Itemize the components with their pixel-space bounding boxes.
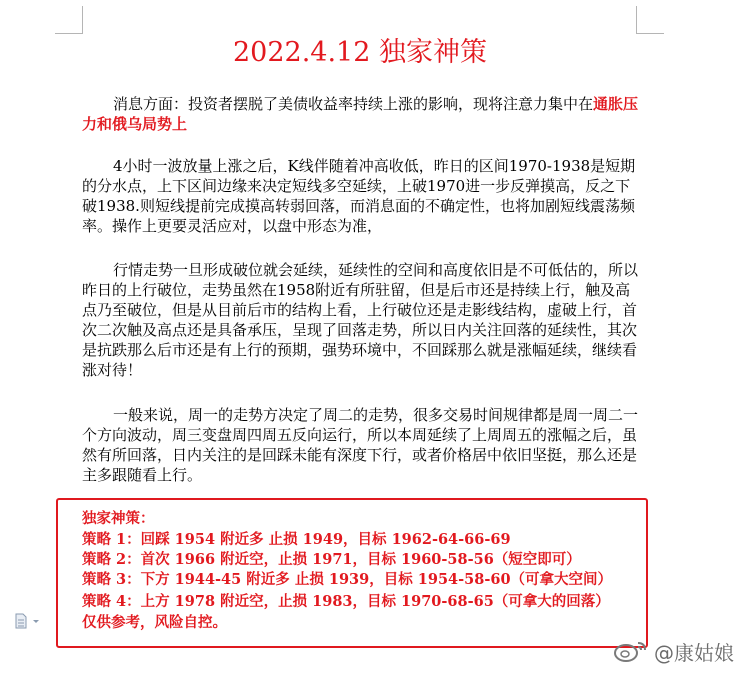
- paragraph-news-text: 消息方面：投资者摆脱了美债收益率持续上涨的影响，现将注意力集中在: [113, 95, 594, 113]
- paragraph-news: [82, 94, 642, 134]
- strategy-item-2: 策略 2：首次 1966 附近空，止损 1971，目标 1960-58-56（短空即可）: [82, 551, 581, 568]
- paragraph-4h-analysis: 4小时一波放量上涨之后，K线伴随着冲高收低，昨日的区间1970-1938是短期的分水点，上下区间边缘来决定短线多空延续，上破1970进一步反弹摸高，反之下破1938.则短线提前完成摸高转弱回落，而消息面的不确定性，也将加剧短线震荡频率。操作上更要灵活应对，以盘中形态为准，: [82, 157, 636, 235]
- strategy-item-4: 策略 4：上方 1978 附近空，止损 1983，目标 1970-68-65（可拿大的回落）: [82, 593, 610, 610]
- document-title: 2022.4.12 独家神策: [233, 37, 487, 68]
- weibo-logo-icon: [612, 639, 652, 663]
- strategy-item-1: 策略 1：回踩 1954 附近多 止损 1949，目标 1962-64-66-69: [82, 531, 511, 548]
- paragraph-breakout-analysis: 行情走势一旦形成破位就会延续，延续性的空间和高度依旧是不可低估的，所以昨日的上行破位，走势虽然在1958附近有所驻留，但是后市还是持续上行，触及高点乃至破位，但是从目前后市的结构上看，上行破位还是走影线结构，虚破上行，首次二次触及高点还是具备承压，呈现了回落走势，所以日内关注回落的延续性，其次是抗跌那么后市还是有上行的预期，强势环境中，不回踩那么就是涨幅延续，继续看涨对待！: [82, 261, 639, 379]
- strategy-footer: 仅供参考，风险自控。: [82, 614, 227, 631]
- watermark: [612, 638, 734, 664]
- strategy-item-3: 策略 3：下方 1944-45 附近多 止损 1939，目标 1954-58-60（可拿大空间）: [82, 571, 613, 588]
- paragraph-news-highlight: 通胀压力和俄乌局势上: [82, 95, 639, 133]
- watermark-text: @康姑娘: [654, 640, 734, 665]
- paste-options-icon[interactable]: [14, 613, 44, 629]
- strategy-heading: 独家神策：: [82, 510, 155, 527]
- paragraph-weekly-pattern: 一般来说，周一的走势方决定了周二的走势，很多交易时间规律都是周一周二一个方向波动，周三变盘周四周五反向运行，所以本周延续了上周周五的涨幅之后，虽然有所回落，日内关注的是回踩未能有深度下行，或者价格居中依旧坚挺，那么还是主多跟随看上行。: [82, 406, 639, 484]
